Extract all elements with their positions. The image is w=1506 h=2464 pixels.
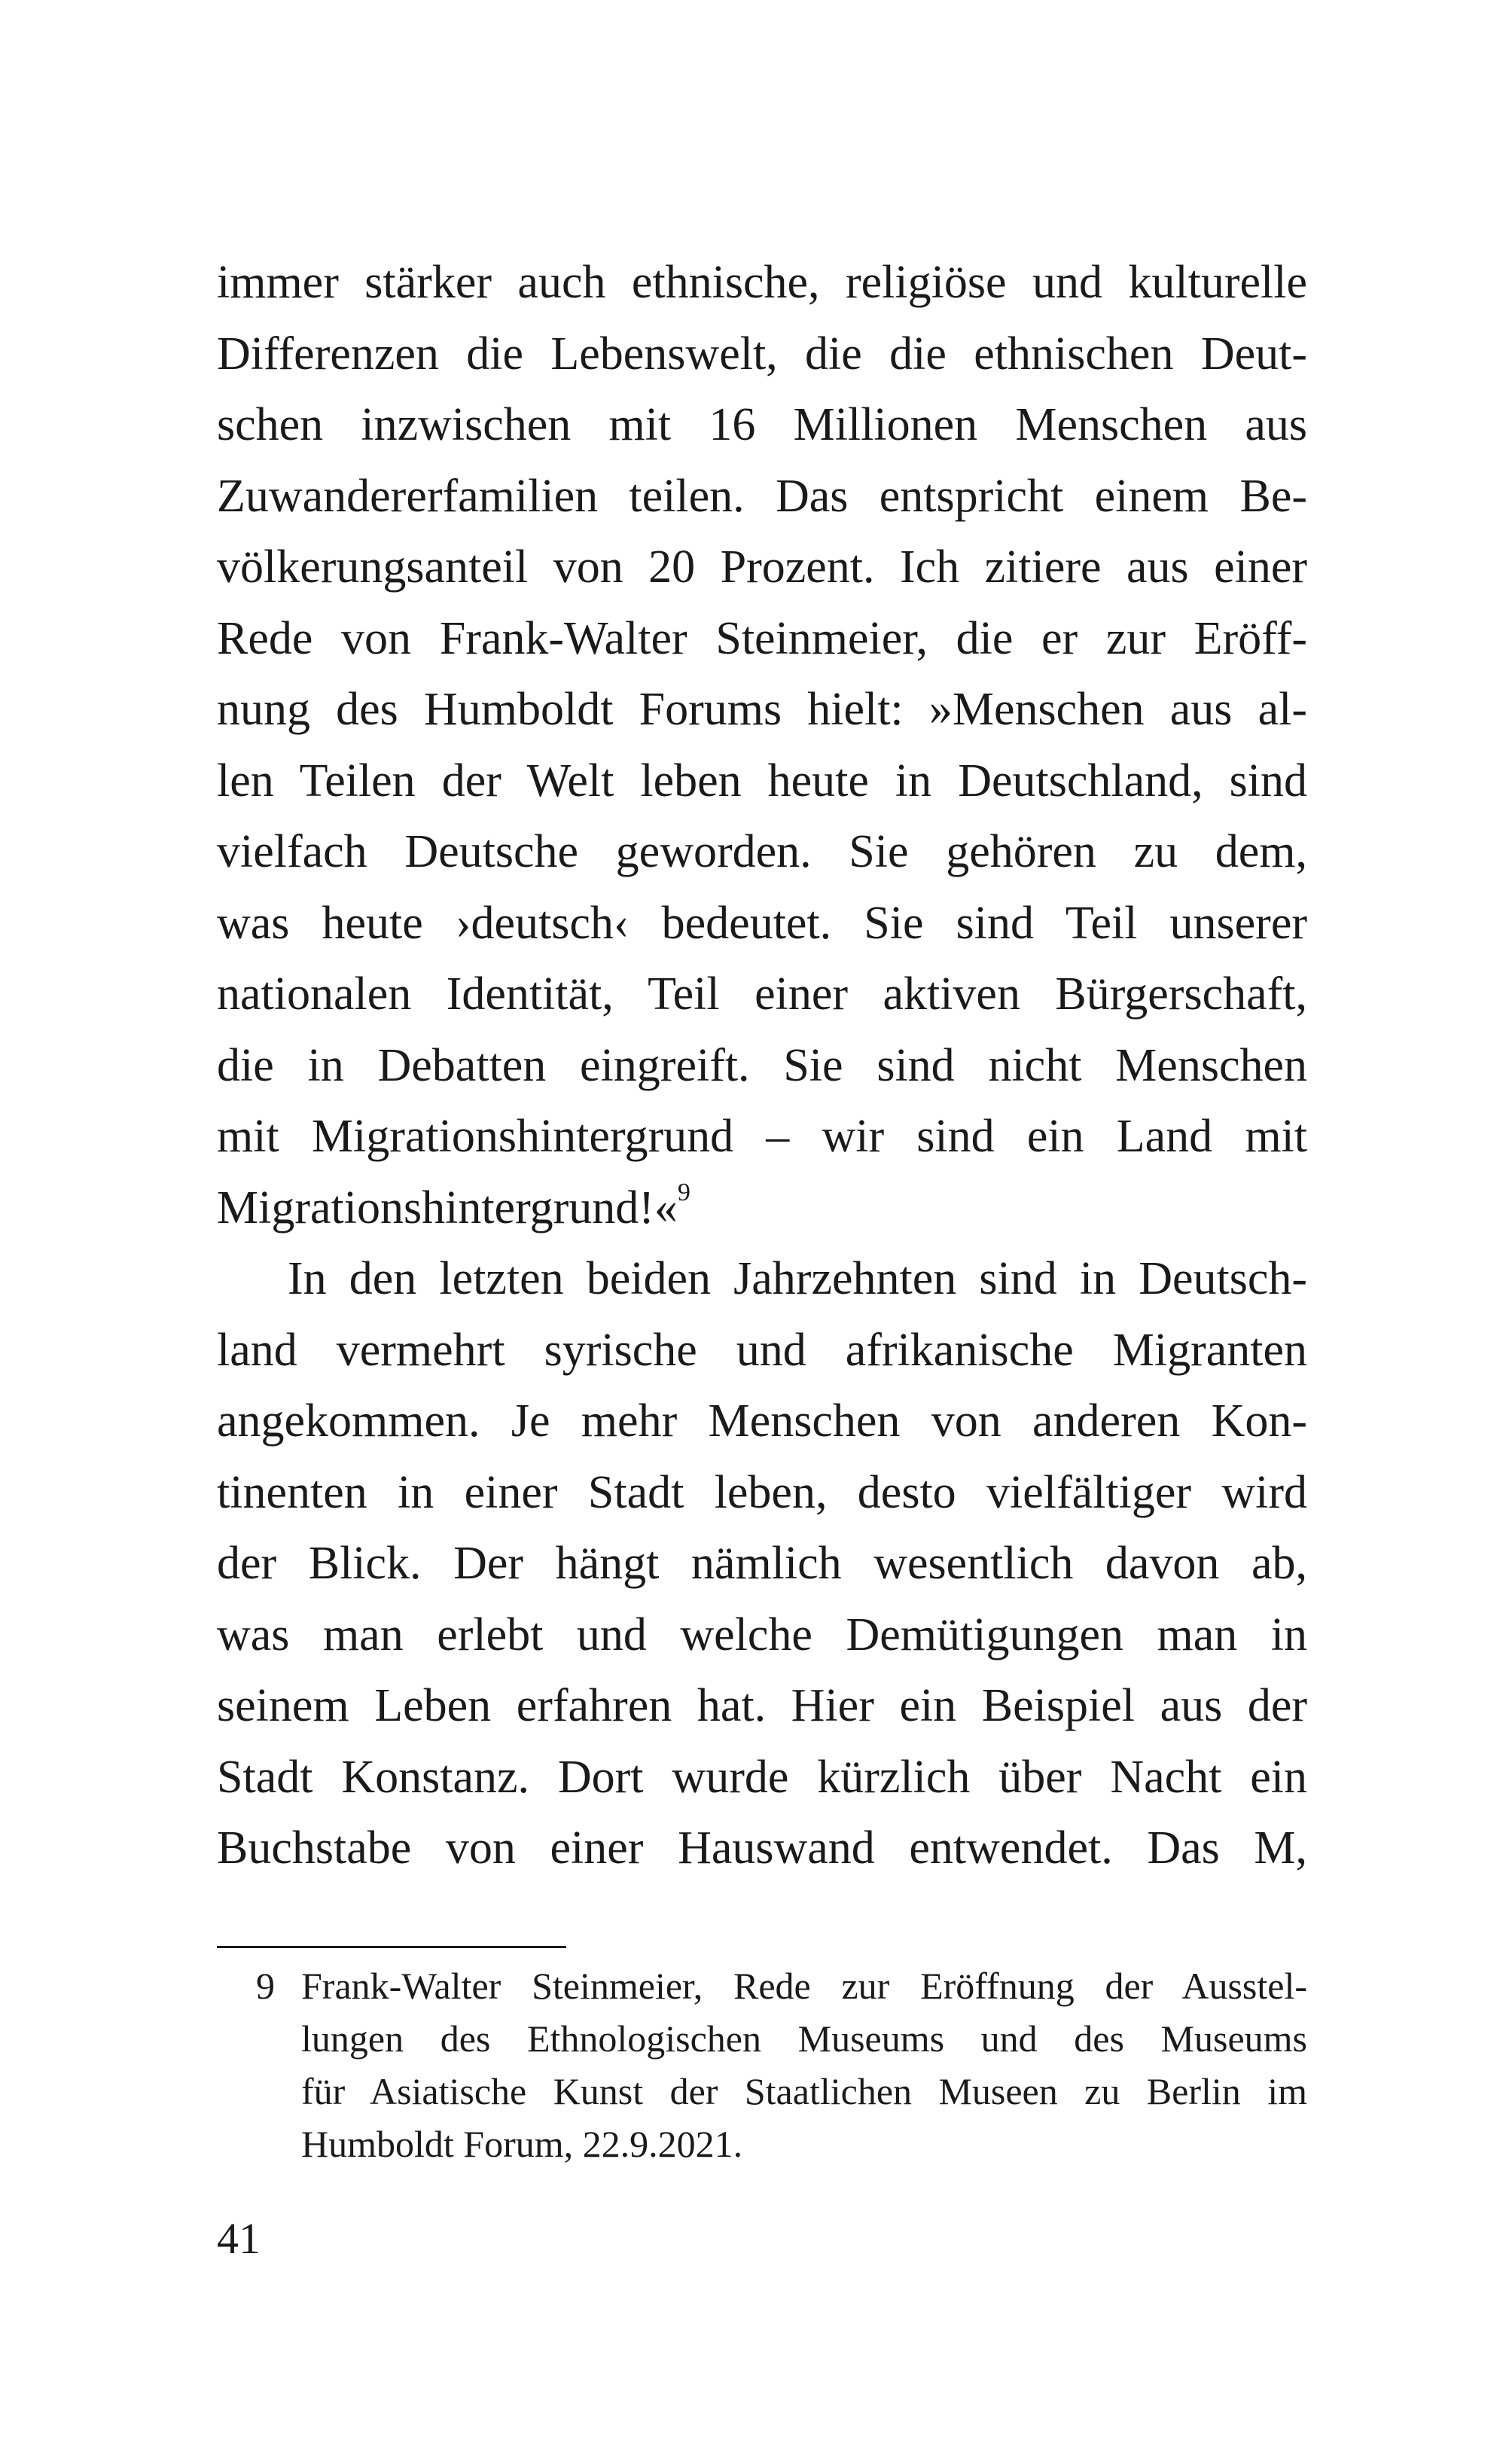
text-line: nationalen Identität, Teil einer aktiven Bürgerschaft, xyxy=(217,968,1307,1020)
page-number: 41 xyxy=(217,2214,261,2263)
text-line: len Teilen der Welt leben heute in Deutschland, sind xyxy=(217,755,1307,807)
text-line: nung des Humboldt Forums hielt: »Menschen aus al- xyxy=(217,684,1307,735)
text-line: immer stärker auch ethnische, religiöse und kulturelle xyxy=(217,257,1307,308)
footnote xyxy=(217,1959,1307,2170)
footnote-reference[interactable]: 9 xyxy=(677,1178,691,1206)
footnote-line: lungen des Ethnologischen Museums und des Museums xyxy=(301,2017,1307,2060)
text-line-content: Migrationshintergrund!« xyxy=(217,1182,678,1234)
paragraph-2 xyxy=(217,1243,1307,1884)
footnote-number: 9 xyxy=(256,1965,275,2007)
text-line: land vermehrt syrische und afrikanische Migranten xyxy=(217,1324,1307,1376)
text-line: Buchstabe von einer Hauswand entwendet. Das M, xyxy=(217,1822,1307,1874)
footnote-line: Humboldt Forum, 22.9.2021. xyxy=(301,2123,743,2165)
footnote-line: für Asiatische Kunst der Staatlichen Museen zu Berlin im xyxy=(301,2070,1307,2112)
main-text xyxy=(217,247,1307,1884)
page-body xyxy=(217,247,1307,1884)
footnote-line: Frank-Walter Steinmeier, Rede zur Eröffnung der Ausstel- xyxy=(301,1965,1307,2007)
paragraph-1 xyxy=(217,247,1307,1243)
text-line: Stadt Konstanz. Dort wurde kürzlich über Nacht ein xyxy=(217,1751,1307,1803)
text-line: der Blick. Der hängt nämlich wesentlich davon ab, xyxy=(217,1538,1307,1589)
text-line: vielfach Deutsche geworden. Sie gehören zu dem, xyxy=(217,826,1307,877)
text-line: völkerungsanteil von 20 Prozent. Ich zitiere aus einer xyxy=(217,541,1307,593)
text-line: tinenten in einer Stadt leben, desto vielfältiger wird xyxy=(217,1466,1307,1518)
text-line: angekommen. Je mehr Menschen von anderen Kon- xyxy=(217,1395,1307,1447)
text-line-with-footnote xyxy=(217,1173,1307,1244)
text-line: schen inzwischen mit 16 Millionen Menschen aus xyxy=(217,399,1307,450)
text-line: seinem Leben erfahren hat. Hier ein Beispiel aus der xyxy=(217,1680,1307,1731)
footnote-divider xyxy=(217,1946,566,1948)
text-line: was man erlebt und welche Demütigungen man in xyxy=(217,1609,1307,1660)
text-line: mit Migrationshintergrund – wir sind ein Land mit xyxy=(217,1111,1307,1162)
text-line: was heute ›deutsch‹ bedeutet. Sie sind Teil unserer xyxy=(217,897,1307,949)
text-line: Rede von Frank-Walter Steinmeier, die er zur Eröff- xyxy=(217,612,1307,664)
text-line: In den letzten beiden Jahrzehnten sind in Deutsch- xyxy=(288,1253,1307,1304)
footnote-text xyxy=(301,1959,1307,2170)
text-line: Differenzen die Lebenswelt, die die ethnischen Deut- xyxy=(217,328,1307,380)
text-line: die in Debatten eingreift. Sie sind nicht Menschen xyxy=(217,1039,1307,1091)
text-line: Zuwandererfamilien teilen. Das entspricht einem Be- xyxy=(217,470,1307,522)
